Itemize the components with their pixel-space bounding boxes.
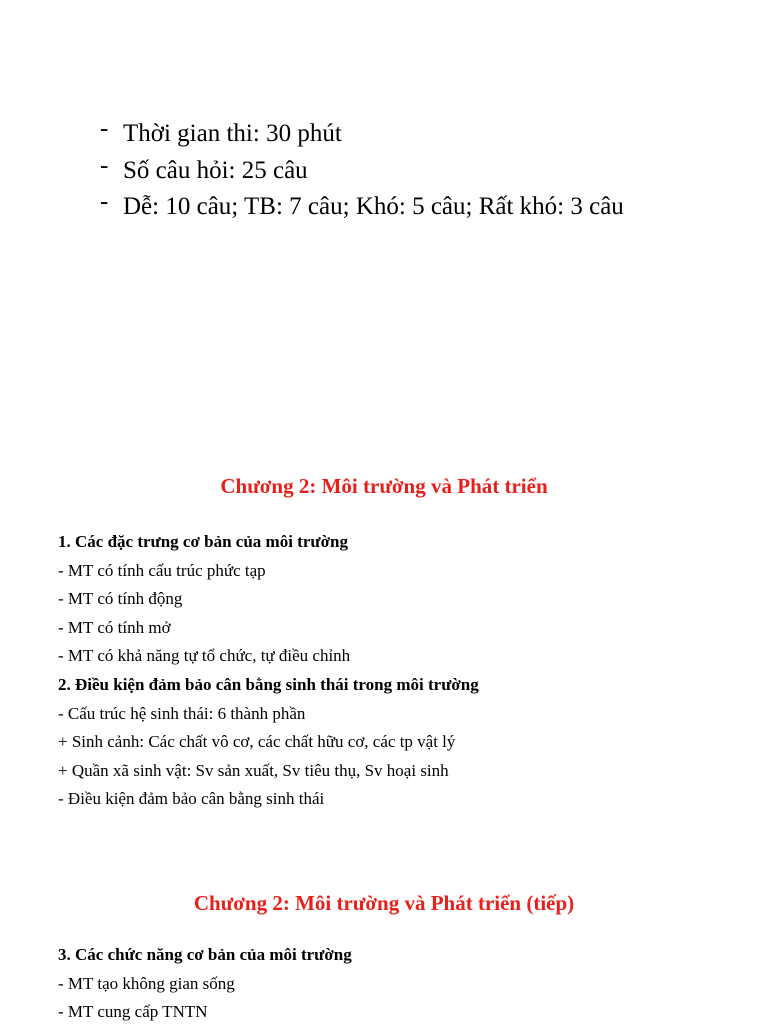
bullet-line: - MT cung cấp TNTN: [58, 1002, 208, 1022]
bullet-line: + Sinh cảnh: Các chất vô cơ, các chất hữu cơ, các tp vật lý: [58, 732, 456, 752]
chapter-1-content: [58, 528, 479, 814]
bullet-line: - MT tạo không gian sống: [58, 973, 235, 993]
exam-info-list: [100, 116, 624, 226]
list-dash: -: [100, 115, 109, 142]
exam-info-item: [100, 116, 624, 153]
chapter-title: Chương 2: Môi trường và Phát triển: [220, 474, 548, 498]
section-heading: 1. Các đặc trưng cơ bản của môi trường: [58, 532, 348, 551]
exam-info-item: [100, 189, 624, 226]
chapter-title-continued: Chương 2: Môi trường và Phát triển (tiếp): [193, 891, 575, 915]
section-heading: 3. Các chức năng cơ bản của môi trường: [58, 945, 352, 964]
bullet-line: - MT có khả năng tự tổ chức, tự điều chỉnh: [58, 646, 351, 666]
bullet-line: - MT có tính động: [58, 589, 183, 609]
list-dash: -: [100, 151, 109, 179]
chapter-2-content: [58, 941, 352, 1027]
exam-duration-text: Thời gian thi: 30 phút: [123, 120, 342, 147]
bullet-line: - Điều kiện đảm bảo cân bằng sinh thái: [58, 789, 325, 809]
question-count-text: Số câu hỏi: 25 câu: [123, 156, 308, 184]
list-dash: -: [100, 188, 109, 215]
section-heading: 2. Điều kiện đảm bảo cân bằng sinh thái trong môi trường: [58, 674, 479, 694]
difficulty-breakdown-text: Dễ: 10 câu; TB: 7 câu; Khó: 5 câu; Rất khó: 3 câu: [123, 193, 624, 220]
bullet-line: - MT có tính mở: [58, 617, 171, 637]
exam-info-item: [100, 153, 624, 190]
bullet-line: - Cấu trúc hệ sinh thái: 6 thành phần: [58, 703, 306, 723]
bullet-line: + Quần xã sinh vật: Sv sản xuất, Sv tiêu thụ, Sv hoại sinh: [58, 760, 449, 780]
bullet-line: - MT có tính cấu trúc phức tạp: [58, 560, 266, 580]
